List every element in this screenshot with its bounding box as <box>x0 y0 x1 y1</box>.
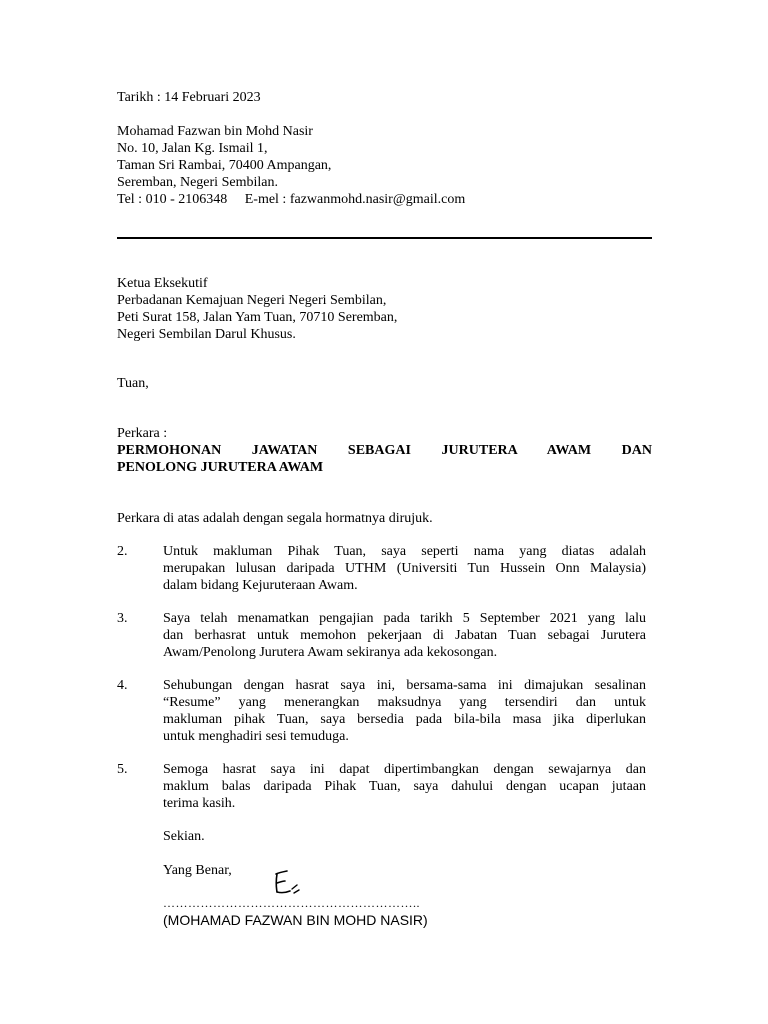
recipient-block <box>117 275 397 343</box>
closing-yang-benar: Yang Benar, <box>163 863 232 878</box>
handwritten-signature <box>268 868 308 898</box>
sender-address-line: Taman Sri Rambai, 70400 Ampangan, <box>117 158 332 173</box>
paragraph-number: 5. <box>117 762 128 777</box>
paragraph-number: 3. <box>117 611 128 626</box>
sender-block <box>117 89 465 208</box>
paragraph-line: terima kasih. <box>163 796 236 811</box>
paragraph-line: untuk menghadiri sesi temuduga. <box>163 729 349 744</box>
recipient-title: Ketua Eksekutif <box>117 276 208 291</box>
sender-contact: Tel : 010 - 2106348 E-mel : fazwanmohd.nasir@gmail.com <box>117 192 466 207</box>
signature-line: …………………………………………………….. <box>163 896 420 910</box>
paragraph-line: Sehubungan dengan hasrat saya ini, bersama-sama ini dimajukan sesalinan <box>163 678 646 693</box>
paragraph-line: “Resume” yang menerangkan maksudnya yang tersendiri dan untuk <box>163 695 646 710</box>
paragraph-number: 2. <box>117 544 128 559</box>
paragraph-line: Saya telah menamatkan pengajian pada tarikh 5 September 2021 yang lalu <box>163 611 646 626</box>
subject-title-line: PENOLONG JURUTERA AWAM <box>117 460 324 475</box>
recipient-address-line: Perbadanan Kemajuan Negeri Negeri Sembilan, <box>117 293 387 308</box>
paragraph-line: makluman pihak Tuan, saya bersedia pada bila-bila masa jika diperlukan <box>163 712 646 727</box>
sender-address-line: Seremban, Negeri Sembilan. <box>117 175 278 190</box>
paragraph-line: Untuk makluman Pihak Tuan, saya seperti nama yang diatas adalah <box>163 544 646 559</box>
recipient-address-line: Peti Surat 158, Jalan Yam Tuan, 70710 Seremban, <box>117 310 398 325</box>
salutation: Tuan, <box>117 376 149 391</box>
subject-title <box>117 442 652 476</box>
recipient-address-line: Negeri Sembilan Darul Khusus. <box>117 327 296 342</box>
paragraph-text <box>163 677 646 745</box>
paragraph-text <box>163 543 646 594</box>
paragraph-line: dalam bidang Kejuruteraan Awam. <box>163 578 358 593</box>
sender-address-line: No. 10, Jalan Kg. Ismail 1, <box>117 141 268 156</box>
paragraph-line: Awam/Penolong Jurutera Awam sekiranya ada kekosongan. <box>163 645 498 660</box>
paragraph-text <box>163 610 646 661</box>
paragraph-line: maklum balas daripada Pihak Tuan, saya dahului dengan ucapan jutaan <box>163 779 646 794</box>
letter-date: Tarikh : 14 Februari 2023 <box>117 90 261 105</box>
signer-name: (MOHAMAD FAZWAN BIN MOHD NASIR) <box>163 912 428 928</box>
header-divider <box>117 237 652 239</box>
sender-name: Mohamad Fazwan bin Mohd Nasir <box>117 124 313 139</box>
opening-paragraph: Perkara di atas adalah dengan segala hormatnya dirujuk. <box>117 511 433 526</box>
paragraph-line: dan berhasrat untuk memohon pekerjaan di Jabatan Tuan sebagai Jurutera <box>163 628 646 643</box>
subject-title-line: PERMOHONAN JAWATAN SEBAGAI JURUTERA AWAM DAN <box>117 443 652 458</box>
paragraph-line: Semoga hasrat saya ini dapat dipertimbangkan dengan sewajarnya dan <box>163 762 646 777</box>
paragraph-number: 4. <box>117 678 128 693</box>
closing-sekian: Sekian. <box>163 829 205 844</box>
subject-label: Perkara : <box>117 426 168 441</box>
paragraph-line: merupakan lulusan daripada UTHM (Universiti Tun Hussein Onn Malaysia) <box>163 561 646 576</box>
paragraph-text <box>163 761 646 812</box>
